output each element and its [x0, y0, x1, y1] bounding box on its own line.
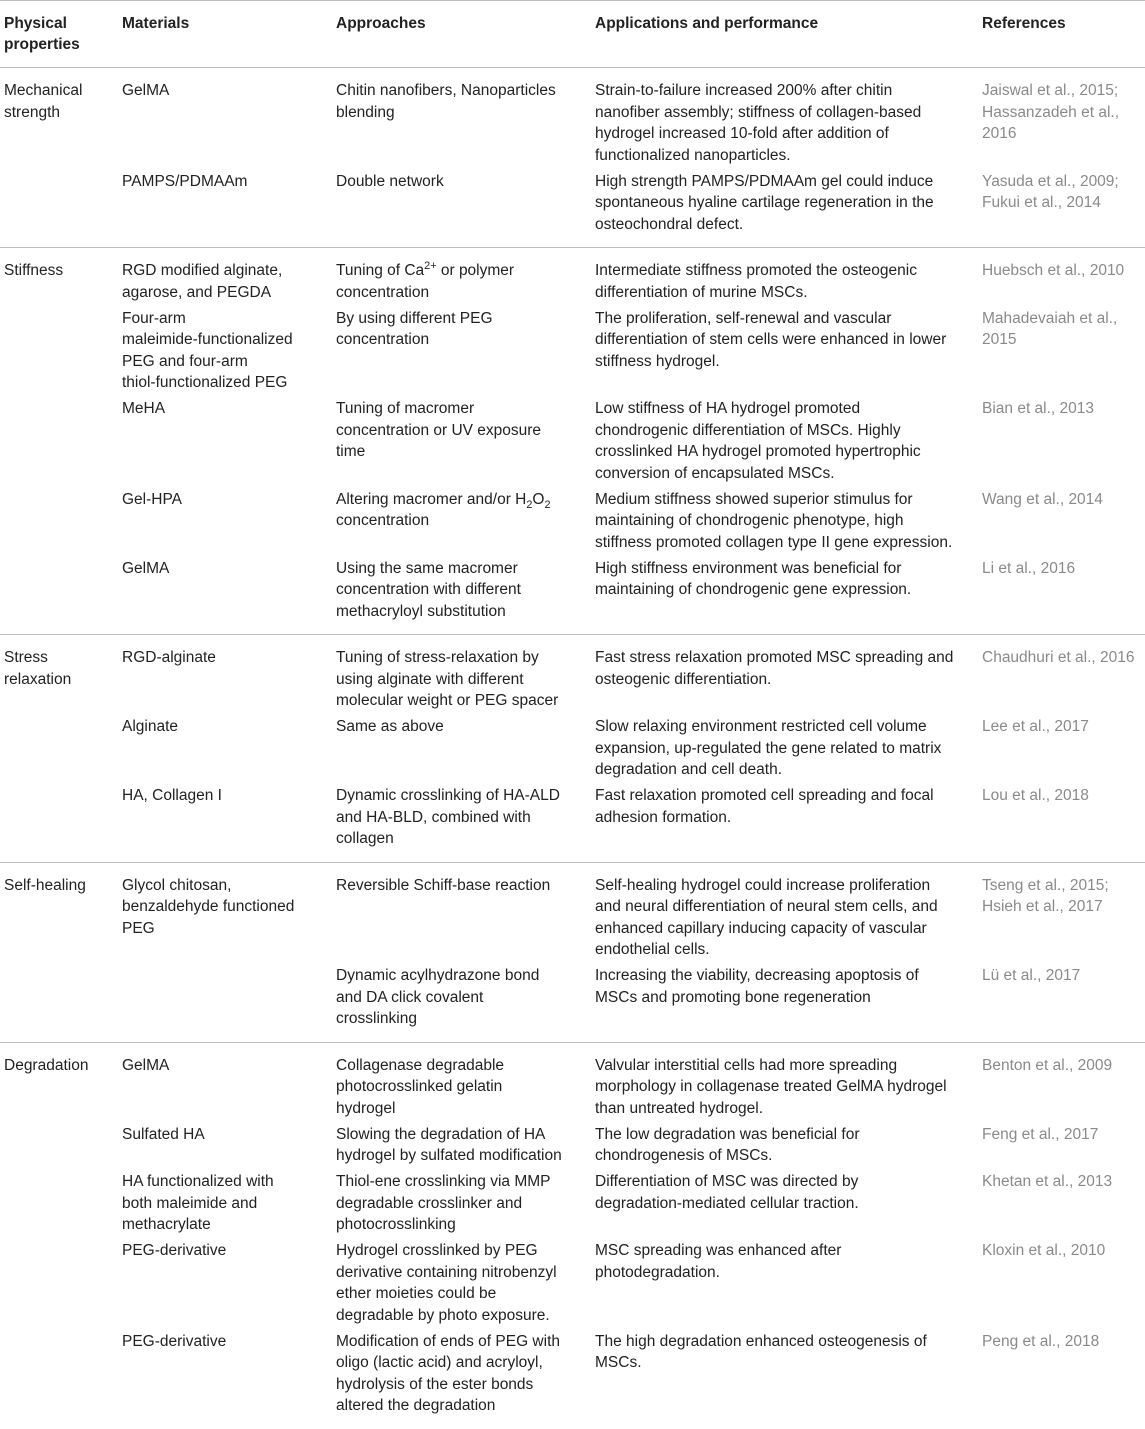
table-row	[0, 965, 1145, 1030]
performance-cell-line: The high degradation enhanced osteogenesis of	[595, 1332, 927, 1350]
approaches-cell-line: using alginate with different	[336, 670, 524, 688]
superscript: 2+	[424, 259, 437, 272]
materials-cell-line: MeHA	[122, 400, 166, 417]
approaches-cell-line: degradable by photo exposure.	[336, 1306, 550, 1324]
approaches-cell-line: concentration	[336, 512, 430, 529]
group-label-line: relaxation	[4, 670, 72, 688]
approaches-cell	[336, 398, 568, 463]
performance-cell	[595, 1055, 965, 1120]
references-cell	[982, 398, 1145, 420]
materials-cell-line: Alginate	[122, 718, 179, 735]
group-label-line: strength	[4, 103, 61, 121]
references-cell-line: Feng et al., 2017	[982, 1125, 1099, 1143]
performance-cell-line: MSC spreading was enhanced after	[595, 1242, 842, 1259]
materials-cell	[122, 785, 322, 807]
subscript: 2	[544, 498, 551, 511]
approaches-cell	[336, 965, 568, 1030]
references-cell-line: Jaiswal et al., 2015;	[982, 82, 1119, 99]
performance-cell-line: Low stiffness of HA hydrogel promoted	[595, 400, 861, 417]
references-cell	[982, 965, 1145, 987]
materials-cell	[122, 80, 322, 102]
table-row	[0, 1055, 1145, 1120]
performance-cell-line: enhanced capillary inducing capacity of vascular	[595, 919, 927, 937]
performance-cell	[595, 647, 965, 690]
performance-cell-line: than untreated hydrogel.	[595, 1099, 764, 1117]
performance-cell	[595, 80, 965, 166]
references-cell	[982, 308, 1145, 351]
performance-cell-line: Fast relaxation promoted cell spreading and focal	[595, 787, 934, 804]
references-cell-line: Yasuda et al., 2009;	[982, 172, 1119, 190]
property-group	[0, 1043, 1145, 1429]
performance-cell-line: MSCs and promoting bone regeneration	[595, 988, 871, 1006]
performance-cell	[595, 489, 965, 554]
performance-cell	[595, 785, 965, 828]
materials-cell-line: RGD modified alginate,	[122, 262, 283, 279]
performance-cell-line: The proliferation, self-renewal and vascular	[595, 309, 892, 327]
approaches-cell	[336, 80, 568, 123]
materials-cell	[122, 260, 322, 303]
performance-cell-line: chondrogenesis of MSCs.	[595, 1147, 773, 1164]
performance-cell	[595, 398, 965, 484]
approaches-cell-line: Using the same macromer	[336, 559, 518, 577]
group-label-line: Stress	[4, 649, 48, 666]
approaches-cell-line: Dynamic crosslinking of HA-ALD	[336, 787, 560, 804]
materials-cell-line: Gel-HPA	[122, 490, 183, 508]
references-cell	[982, 785, 1145, 807]
approaches-cell-line: Modification of ends of PEG with	[336, 1332, 561, 1350]
materials-cell	[122, 647, 322, 669]
header-approaches: Approaches	[336, 15, 426, 32]
references-cell-line: Hsieh et al., 2017	[982, 898, 1103, 915]
materials-cell-line: maleimide-functionalized	[122, 331, 293, 348]
references-cell	[982, 1124, 1145, 1146]
approaches-cell-line: methacryloyl substitution	[336, 602, 506, 620]
performance-cell-line: osteogenic differentiation.	[595, 670, 772, 688]
table-header	[0, 0, 1145, 68]
performance-cell-line: Self-healing hydrogel could increase proliferation	[595, 876, 931, 894]
materials-cell-line: GelMA	[122, 1056, 170, 1074]
performance-cell-line: nanofiber assembly; stiffness of collagen-based	[595, 103, 922, 121]
materials-cell-line: HA functionalized with	[122, 1173, 274, 1190]
materials-cell-line: agarose, and PEGDA	[122, 283, 272, 301]
materials-cell	[122, 875, 322, 940]
materials-cell-line: both maleimide and	[122, 1194, 258, 1212]
approaches-cell	[336, 489, 568, 532]
table-row	[0, 1171, 1145, 1236]
materials-cell-line: GelMA	[122, 559, 170, 577]
approaches-cell	[336, 1055, 568, 1120]
table-row	[0, 716, 1145, 781]
references-cell	[982, 558, 1145, 580]
performance-cell-line: endothelial cells.	[595, 941, 710, 958]
performance-cell-line: degradation-mediated cellular traction.	[595, 1194, 859, 1212]
header-physical-properties	[4, 13, 80, 55]
approaches-cell-line: Tuning of macromer	[336, 400, 475, 417]
materials-cell-line: Sulfated HA	[122, 1125, 205, 1143]
materials-cell-line: PAMPS/PDMAAm	[122, 172, 248, 190]
references-cell-line: 2016	[982, 125, 1017, 142]
header-physical-properties-line-1: Physical	[4, 15, 67, 32]
materials-cell-line: Glycol chitosan,	[122, 876, 232, 894]
approaches-cell-line: Tuning of stress-relaxation by	[336, 649, 539, 666]
performance-cell-line: conversion of encapsulated MSCs.	[595, 464, 835, 482]
header-references: References	[982, 15, 1066, 32]
references-cell	[982, 489, 1145, 511]
table-row	[0, 308, 1145, 394]
performance-cell-line: crosslinked HA hydrogel promoted hypertrophic	[595, 443, 921, 460]
approaches-cell-line: Reversible Schiff-base reaction	[336, 876, 551, 894]
materials-cell-line: PEG-derivative	[122, 1242, 227, 1259]
approaches-cell-line: hydrolysis of the ester bonds	[336, 1375, 534, 1393]
approaches-cell-line: crosslinking	[336, 1010, 417, 1027]
materials-cell-line: HA, Collagen I	[122, 787, 222, 804]
approaches-cell	[336, 1171, 568, 1236]
materials-cell-line: PEG and four-arm	[122, 352, 248, 370]
property-group	[0, 863, 1145, 1043]
table-row	[0, 1240, 1145, 1326]
approaches-cell-line: Collagenase degradable	[336, 1056, 505, 1074]
group-label-line: Mechanical	[4, 82, 83, 99]
materials-cell	[122, 558, 322, 580]
approaches-cell-line: By using different PEG	[336, 309, 493, 327]
references-cell	[982, 1171, 1145, 1193]
performance-cell-line: Fast stress relaxation promoted MSC spreading and	[595, 649, 954, 666]
materials-cell	[122, 1331, 322, 1353]
header-applications: Applications and performance	[595, 15, 819, 32]
performance-cell-line: and neural differentiation of neural stem cells, and	[595, 898, 938, 915]
performance-cell	[595, 171, 965, 236]
approaches-cell	[336, 308, 568, 351]
performance-cell	[595, 1240, 965, 1283]
approaches-cell-line: Same as above	[336, 718, 444, 735]
header-physical-properties-line-2: properties	[4, 36, 80, 53]
performance-cell-line: Intermediate stiffness promoted the osteogenic	[595, 262, 917, 279]
performance-cell	[595, 965, 965, 1008]
performance-cell	[595, 875, 965, 961]
approaches-cell-line: hydrogel by sulfated modification	[336, 1147, 562, 1164]
approaches-cell-line: photocrosslinked gelatin	[336, 1078, 503, 1095]
approaches-cell	[336, 171, 568, 193]
approaches-cell-line: Altering macromer and/or $H_2O_2$	[336, 490, 551, 511]
approaches-cell-line: Tuning of $Ca^{2+}$ or polymer	[336, 259, 515, 279]
header-materials: Materials	[122, 15, 190, 32]
references-cell-line: Chaudhuri et al., 2016	[982, 649, 1135, 666]
performance-cell-line: maintaining of chondrogenic gene expression.	[595, 581, 912, 598]
approaches-cell-line: derivative containing nitrobenzyl	[336, 1263, 557, 1281]
performance-cell	[595, 558, 965, 601]
references-cell	[982, 80, 1145, 145]
property-group	[0, 635, 1145, 863]
materials-cell-line: benzaldehyde functioned	[122, 898, 295, 915]
table-row	[0, 785, 1145, 850]
table-row	[0, 647, 1145, 712]
performance-cell-line: chondrogenic differentiation of MSCs. Highly	[595, 421, 901, 439]
materials-cell	[122, 308, 322, 394]
approaches-cell-line: concentration	[336, 283, 430, 301]
table-row	[0, 489, 1145, 554]
references-cell-line: Huebsch et al., 2010	[982, 262, 1125, 279]
performance-cell-line: differentiation of murine MSCs.	[595, 283, 808, 301]
performance-cell-line: stiffness hydrogel.	[595, 352, 720, 370]
references-cell	[982, 260, 1145, 282]
materials-cell	[122, 398, 322, 420]
references-cell	[982, 875, 1145, 918]
materials-cell-line: Four-arm	[122, 309, 186, 327]
materials-cell	[122, 1055, 322, 1077]
materials-cell	[122, 1240, 322, 1262]
performance-cell-line: High strength PAMPS/PDMAAm gel could induce	[595, 172, 934, 190]
materials-cell-line: PEG-derivative	[122, 1332, 227, 1350]
references-cell-line: Tseng et al., 2015;	[982, 876, 1109, 894]
approaches-cell-line: Slowing the degradation of HA	[336, 1125, 546, 1143]
performance-cell	[595, 1331, 965, 1374]
approaches-cell-line: Hydrogel crosslinked by PEG	[336, 1242, 538, 1259]
performance-cell-line: expansion, up-regulated the gene related to matrix	[595, 739, 942, 757]
references-cell	[982, 1240, 1145, 1262]
performance-cell	[595, 716, 965, 781]
approaches-cell-line: degradable crosslinker and	[336, 1194, 523, 1212]
approaches-cell-line: hydrogel	[336, 1099, 396, 1117]
approaches-cell-line: and DA click covalent	[336, 988, 484, 1006]
approaches-cell-line: concentration or UV exposure	[336, 421, 542, 439]
approaches-cell-line: photocrosslinking	[336, 1216, 456, 1233]
approaches-cell-line: Thiol-ene crosslinking via MMP	[336, 1173, 551, 1190]
references-cell-line: Peng et al., 2018	[982, 1332, 1100, 1350]
table-body	[0, 68, 1145, 1429]
references-cell-line: Lee et al., 2017	[982, 718, 1089, 735]
performance-cell-line: High stiffness environment was beneficial for	[595, 559, 902, 577]
references-cell-line: Fukui et al., 2014	[982, 194, 1101, 211]
references-cell	[982, 647, 1145, 669]
table-row	[0, 1124, 1145, 1167]
performance-cell-line: morphology in collagenase treated GelMA hydrogel	[595, 1078, 947, 1095]
approaches-cell-line: altered the degradation	[336, 1397, 496, 1414]
approaches-cell	[336, 785, 568, 850]
group-label-line: Self-healing	[4, 876, 86, 894]
property-group	[0, 68, 1145, 248]
references-cell-line: Benton et al., 2009	[982, 1056, 1113, 1074]
table-row	[0, 558, 1145, 623]
approaches-cell	[336, 558, 568, 623]
performance-cell-line: photodegradation.	[595, 1263, 720, 1281]
table-row	[0, 80, 1145, 166]
performance-cell-line: MSCs.	[595, 1354, 642, 1371]
approaches-cell-line: oligo (lactic acid) and acryloyl,	[336, 1354, 543, 1371]
references-cell-line: Bian et al., 2013	[982, 400, 1095, 417]
materials-cell-line: thiol-functionalized PEG	[122, 374, 288, 391]
materials-cell	[122, 171, 322, 193]
approaches-cell-line: and HA-BLD, combined with	[336, 808, 531, 826]
performance-cell-line: osteochondral defect.	[595, 215, 744, 233]
references-cell-line: Li et al., 2016	[982, 559, 1076, 577]
performance-cell-line: Increasing the viability, decreasing apoptosis of	[595, 967, 919, 984]
table-row	[0, 875, 1145, 961]
group-label-line: Degradation	[4, 1056, 89, 1074]
materials-cell	[122, 1171, 322, 1236]
performance-cell-line: Slow relaxing environment restricted cell volume	[595, 718, 927, 735]
performance-cell-line: Medium stiffness showed superior stimulus for	[595, 490, 913, 508]
references-cell-line: Kloxin et al., 2010	[982, 1242, 1106, 1259]
approaches-cell	[336, 716, 568, 738]
materials-cell-line: GelMA	[122, 82, 170, 99]
performance-cell-line: Strain-to-failure increased 200% after chitin	[595, 82, 893, 99]
approaches-cell-line: blending	[336, 103, 395, 121]
approaches-cell-line: Chitin nanofibers, Nanoparticles	[336, 82, 556, 99]
performance-cell-line: hydrogel increased 10-fold after addition of	[595, 125, 889, 142]
references-cell-line: Wang et al., 2014	[982, 490, 1103, 508]
table-row	[0, 260, 1145, 303]
materials-cell	[122, 716, 322, 738]
references-cell-line: Lou et al., 2018	[982, 787, 1089, 804]
performance-cell-line: degradation and cell death.	[595, 761, 783, 778]
references-cell	[982, 1055, 1145, 1077]
materials-cell	[122, 1124, 322, 1146]
table-row	[0, 398, 1145, 484]
approaches-cell-line: ether moieties could be	[336, 1285, 497, 1302]
approaches-cell	[336, 875, 568, 897]
subscript: 2	[526, 498, 533, 511]
references-cell-line: Lü et al., 2017	[982, 967, 1081, 984]
performance-cell	[595, 260, 965, 303]
performance-cell-line: spontaneous hyaline cartilage regeneration in the	[595, 194, 934, 211]
performance-cell	[595, 1171, 965, 1214]
references-cell-line: Hassanzadeh et al.,	[982, 103, 1120, 121]
table-row	[0, 171, 1145, 236]
performance-cell	[595, 1124, 965, 1167]
references-cell	[982, 716, 1145, 738]
materials-cell-line: methacrylate	[122, 1216, 211, 1233]
group-label-line: Stiffness	[4, 262, 64, 279]
references-cell	[982, 1331, 1145, 1353]
references-cell-line: Mahadevaiah et al.,	[982, 309, 1118, 327]
materials-cell	[122, 489, 322, 511]
approaches-cell	[336, 1124, 568, 1167]
approaches-cell	[336, 1240, 568, 1326]
performance-cell-line: Valvular interstitial cells had more spreading	[595, 1056, 898, 1074]
approaches-cell-line: time	[336, 443, 366, 460]
approaches-cell	[336, 647, 568, 712]
property-group	[0, 248, 1145, 635]
approaches-cell-line: Dynamic acylhydrazone bond	[336, 967, 540, 984]
approaches-cell-line: molecular weight or PEG spacer	[336, 692, 559, 709]
performance-cell-line: differentiation of stem cells were enhanced in lower	[595, 331, 947, 348]
performance-cell-line: The low degradation was beneficial for	[595, 1125, 860, 1143]
approaches-cell	[336, 260, 568, 303]
performance-cell-line: Differentiation of MSC was directed by	[595, 1173, 859, 1190]
approaches-cell-line: concentration	[336, 331, 430, 348]
performance-cell	[595, 308, 965, 373]
references-cell-line: Khetan et al., 2013	[982, 1173, 1113, 1190]
materials-cell-line: PEG	[122, 919, 155, 937]
references-cell	[982, 171, 1145, 214]
performance-cell-line: functionalized nanoparticles.	[595, 146, 791, 164]
performance-cell-line: stiffness promoted collagen type II gene expression.	[595, 533, 953, 551]
approaches-cell-line: Double network	[336, 172, 444, 190]
performance-cell-line: maintaining of chondrogenic phenotype, high	[595, 512, 904, 529]
approaches-cell-line: collagen	[336, 830, 394, 847]
references-cell-line: 2015	[982, 331, 1017, 348]
materials-cell-line: RGD-alginate	[122, 649, 216, 666]
performance-cell-line: adhesion formation.	[595, 808, 732, 826]
approaches-cell-line: concentration with different	[336, 581, 521, 598]
